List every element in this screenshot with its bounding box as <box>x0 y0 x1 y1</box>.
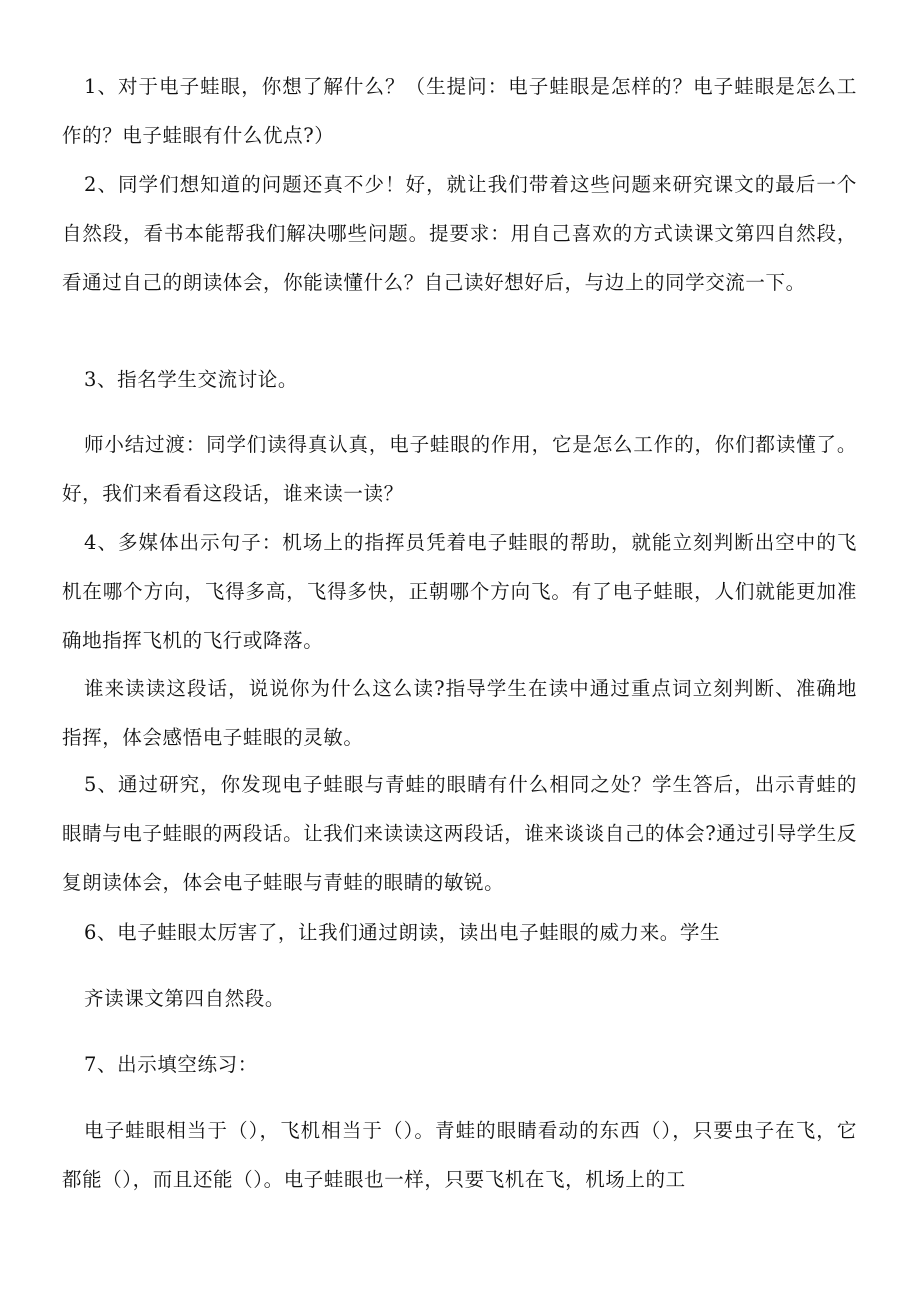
paragraph-6-continued: 齐读课文第四自然段。 <box>84 987 286 1010</box>
paragraph-transition: 师小结过渡：同学们读得真认真，电子蛙眼的作用，它是怎么工作的，你们都读懂了。好，我们来看看这段话，谁来读一读？ <box>62 433 857 505</box>
paragraph-reading-guide: 谁来读读这段话，说说你为什么这么读?指导学生在读中通过重点词立刻判断、准确地指挥，体会感悟电子蛙眼的灵敏。 <box>62 677 857 749</box>
paragraph-4: 4、多媒体出示句子：机场上的指挥员凭着电子蛙眼的帮助，就能立刻判断出空中的飞机在哪个方向，飞得多高，飞得多快，正朝哪个方向飞。有了电子蛙眼，人们就能更加准确地指挥飞机的飞行或降落。 <box>62 531 857 652</box>
paragraph-5: 5、通过研究，你发现电子蛙眼与青蛙的眼睛有什么相同之处？学生答后，出示青蛙的眼睛与电子蛙眼的两段话。让我们来读读这两段话，谁来谈谈自己的体会?通过引导学生反复朗读体会，体会电子蛙眼与青蛙的眼睛的敏锐。 <box>62 773 857 894</box>
paragraph-7: 7、出示填空练习： <box>84 1053 258 1076</box>
paragraph-2: 2、同学们想知道的问题还真不少！好，就让我们带着这些问题来研究课文的最后一个自然段，看书本能帮我们解决哪些问题。提要求：用自己喜欢的方式读课文第四自然段，看通过自己的朗读体会，你能读懂什么？自己读好想好后，与边上的同学交流一下。 <box>62 173 857 294</box>
paragraph-6: 6、电子蛙眼太厉害了，让我们通过朗读，读出电子蛙眼的威力来。学生 <box>84 921 721 944</box>
paragraph-1: 1、对于电子蛙眼，你想了解什么？（生提问：电子蛙眼是怎样的？电子蛙眼是怎么工作的？电子蛙眼有什么优点?） <box>62 75 857 147</box>
paragraph-3: 3、指名学生交流讨论。 <box>84 368 299 391</box>
paragraph-fill-blank: 电子蛙眼相当于（），飞机相当于（）。青蛙的眼睛看动的东西（），只要虫子在飞，它都能（），而且还能（）。电子蛙眼也一样，只要飞机在飞，机场上的工 <box>62 1119 857 1191</box>
